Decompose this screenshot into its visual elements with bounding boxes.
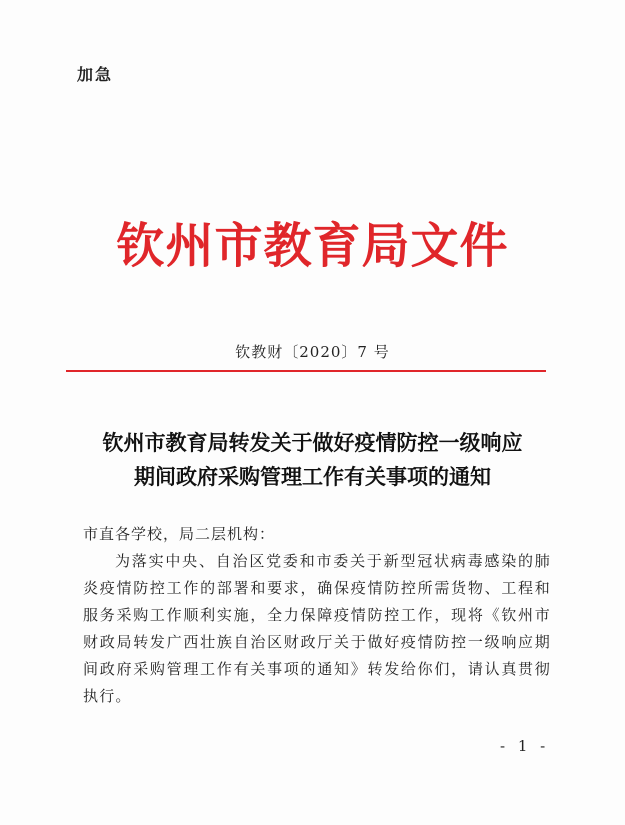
document-number: 钦教财〔2020〕7 号 [235,343,390,361]
document-header-title: 钦州市教育局文件 [116,218,509,274]
notice-body: 为落实中央、自治区党委和市委关于新型冠状病毒感染的肺炎疫情防控工作的部署和要求，确保疫情防控所需货物、工程和服务采购工作顺利实施，全力保障疫情防控工作，现将《钦州市财政局转发广西壮族自治区财政厅关于做好疫情防控一级响应期间政府采购管理工作有关事项的通知》转发给你们，请认真贯彻执行。 [83,552,551,705]
notice-title-line-1: 钦州市教育局转发关于做好疫情防控一级响应 [102,430,523,455]
red-divider-line [66,370,546,372]
page-number: - 1 - [500,737,550,755]
notice-title-line-2: 期间政府采购管理工作有关事项的通知 [134,464,491,489]
notice-title [60,426,565,494]
addressee: 市直各学校，局二层机构： [83,525,276,543]
urgency-label: 加急 [77,65,114,84]
